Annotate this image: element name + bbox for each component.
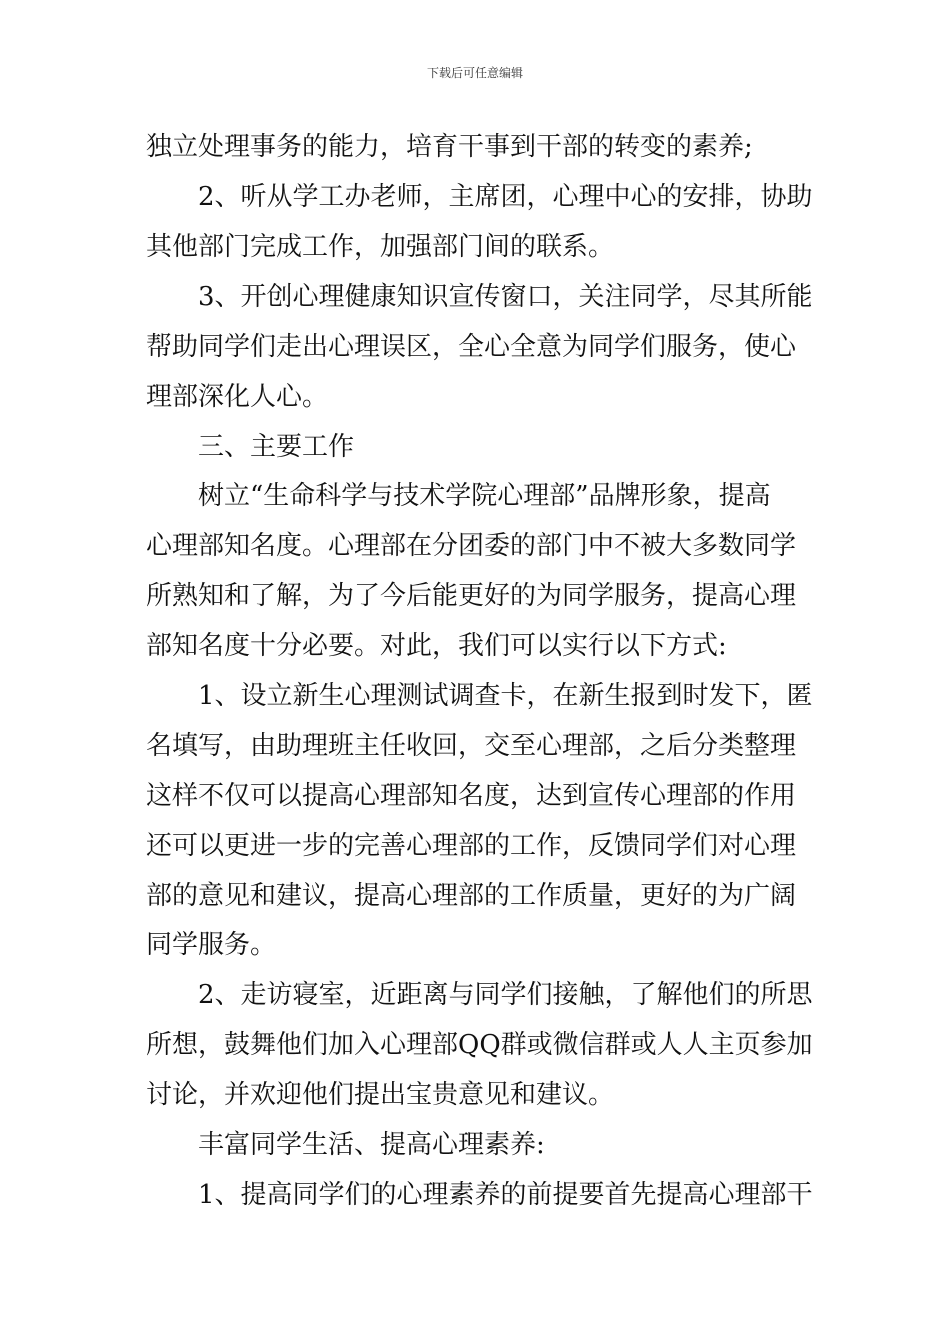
text-line: 2、听从学工办老师，主席团，心理中心的安排，协助 xyxy=(198,182,813,212)
page-header: 下载后可任意编辑 xyxy=(426,66,523,80)
text-line: 2、走访寝室，近距离与同学们接触，了解他们的所思 xyxy=(198,980,813,1010)
text-line: 所想，鼓舞他们加入心理部QQ群或微信群或人人主页参加 xyxy=(146,1030,813,1060)
text-line: 心理部知名度。心理部在分团委的部门中不被大多数同学 xyxy=(146,531,797,561)
text-line: 理部深化人心。 xyxy=(146,382,329,412)
text-line: 名填写，由助理班主任收回，交至心理部，之后分类整理 xyxy=(146,731,797,761)
text-line: 其他部门完成工作，加强部门间的联系。 xyxy=(146,232,615,262)
text-line: 独立处理事务的能力，培育干事到干部的转变的素养; xyxy=(146,132,753,162)
text-line: 这样不仅可以提高心理部知名度，达到宣传心理部的作用 xyxy=(146,781,797,811)
text-line: 1、提高同学们的心理素养的前提要首先提高心理部干 xyxy=(198,1180,813,1210)
text-line: 部的意见和建议，提高心理部的工作质量，更好的为广阔 xyxy=(146,881,797,911)
section-heading: 三、主要工作 xyxy=(198,432,355,462)
text-line: 还可以更进一步的完善心理部的工作，反馈同学们对心理 xyxy=(146,831,797,861)
text-line: 同学服务。 xyxy=(146,930,277,960)
text-line: 3、开创心理健康知识宣传窗口，关注同学，尽其所能 xyxy=(198,282,813,312)
text-line: 所熟知和了解，为了今后能更好的为同学服务，提高心理 xyxy=(146,581,797,611)
text-line: 树立“生命科学与技术学院心理部”品牌形象，提高 xyxy=(198,481,771,511)
text-line: 丰富同学生活、提高心理素养: xyxy=(198,1130,545,1160)
text-line: 部知名度十分必要。对此，我们可以实行以下方式: xyxy=(146,631,727,661)
text-line: 帮助同学们走出心理误区，全心全意为同学们服务，使心 xyxy=(146,332,797,362)
text-line: 讨论，并欢迎他们提出宝贵意见和建议。 xyxy=(146,1080,615,1110)
text-line: 1、设立新生心理测试调查卡，在新生报到时发下，匿 xyxy=(198,681,813,711)
